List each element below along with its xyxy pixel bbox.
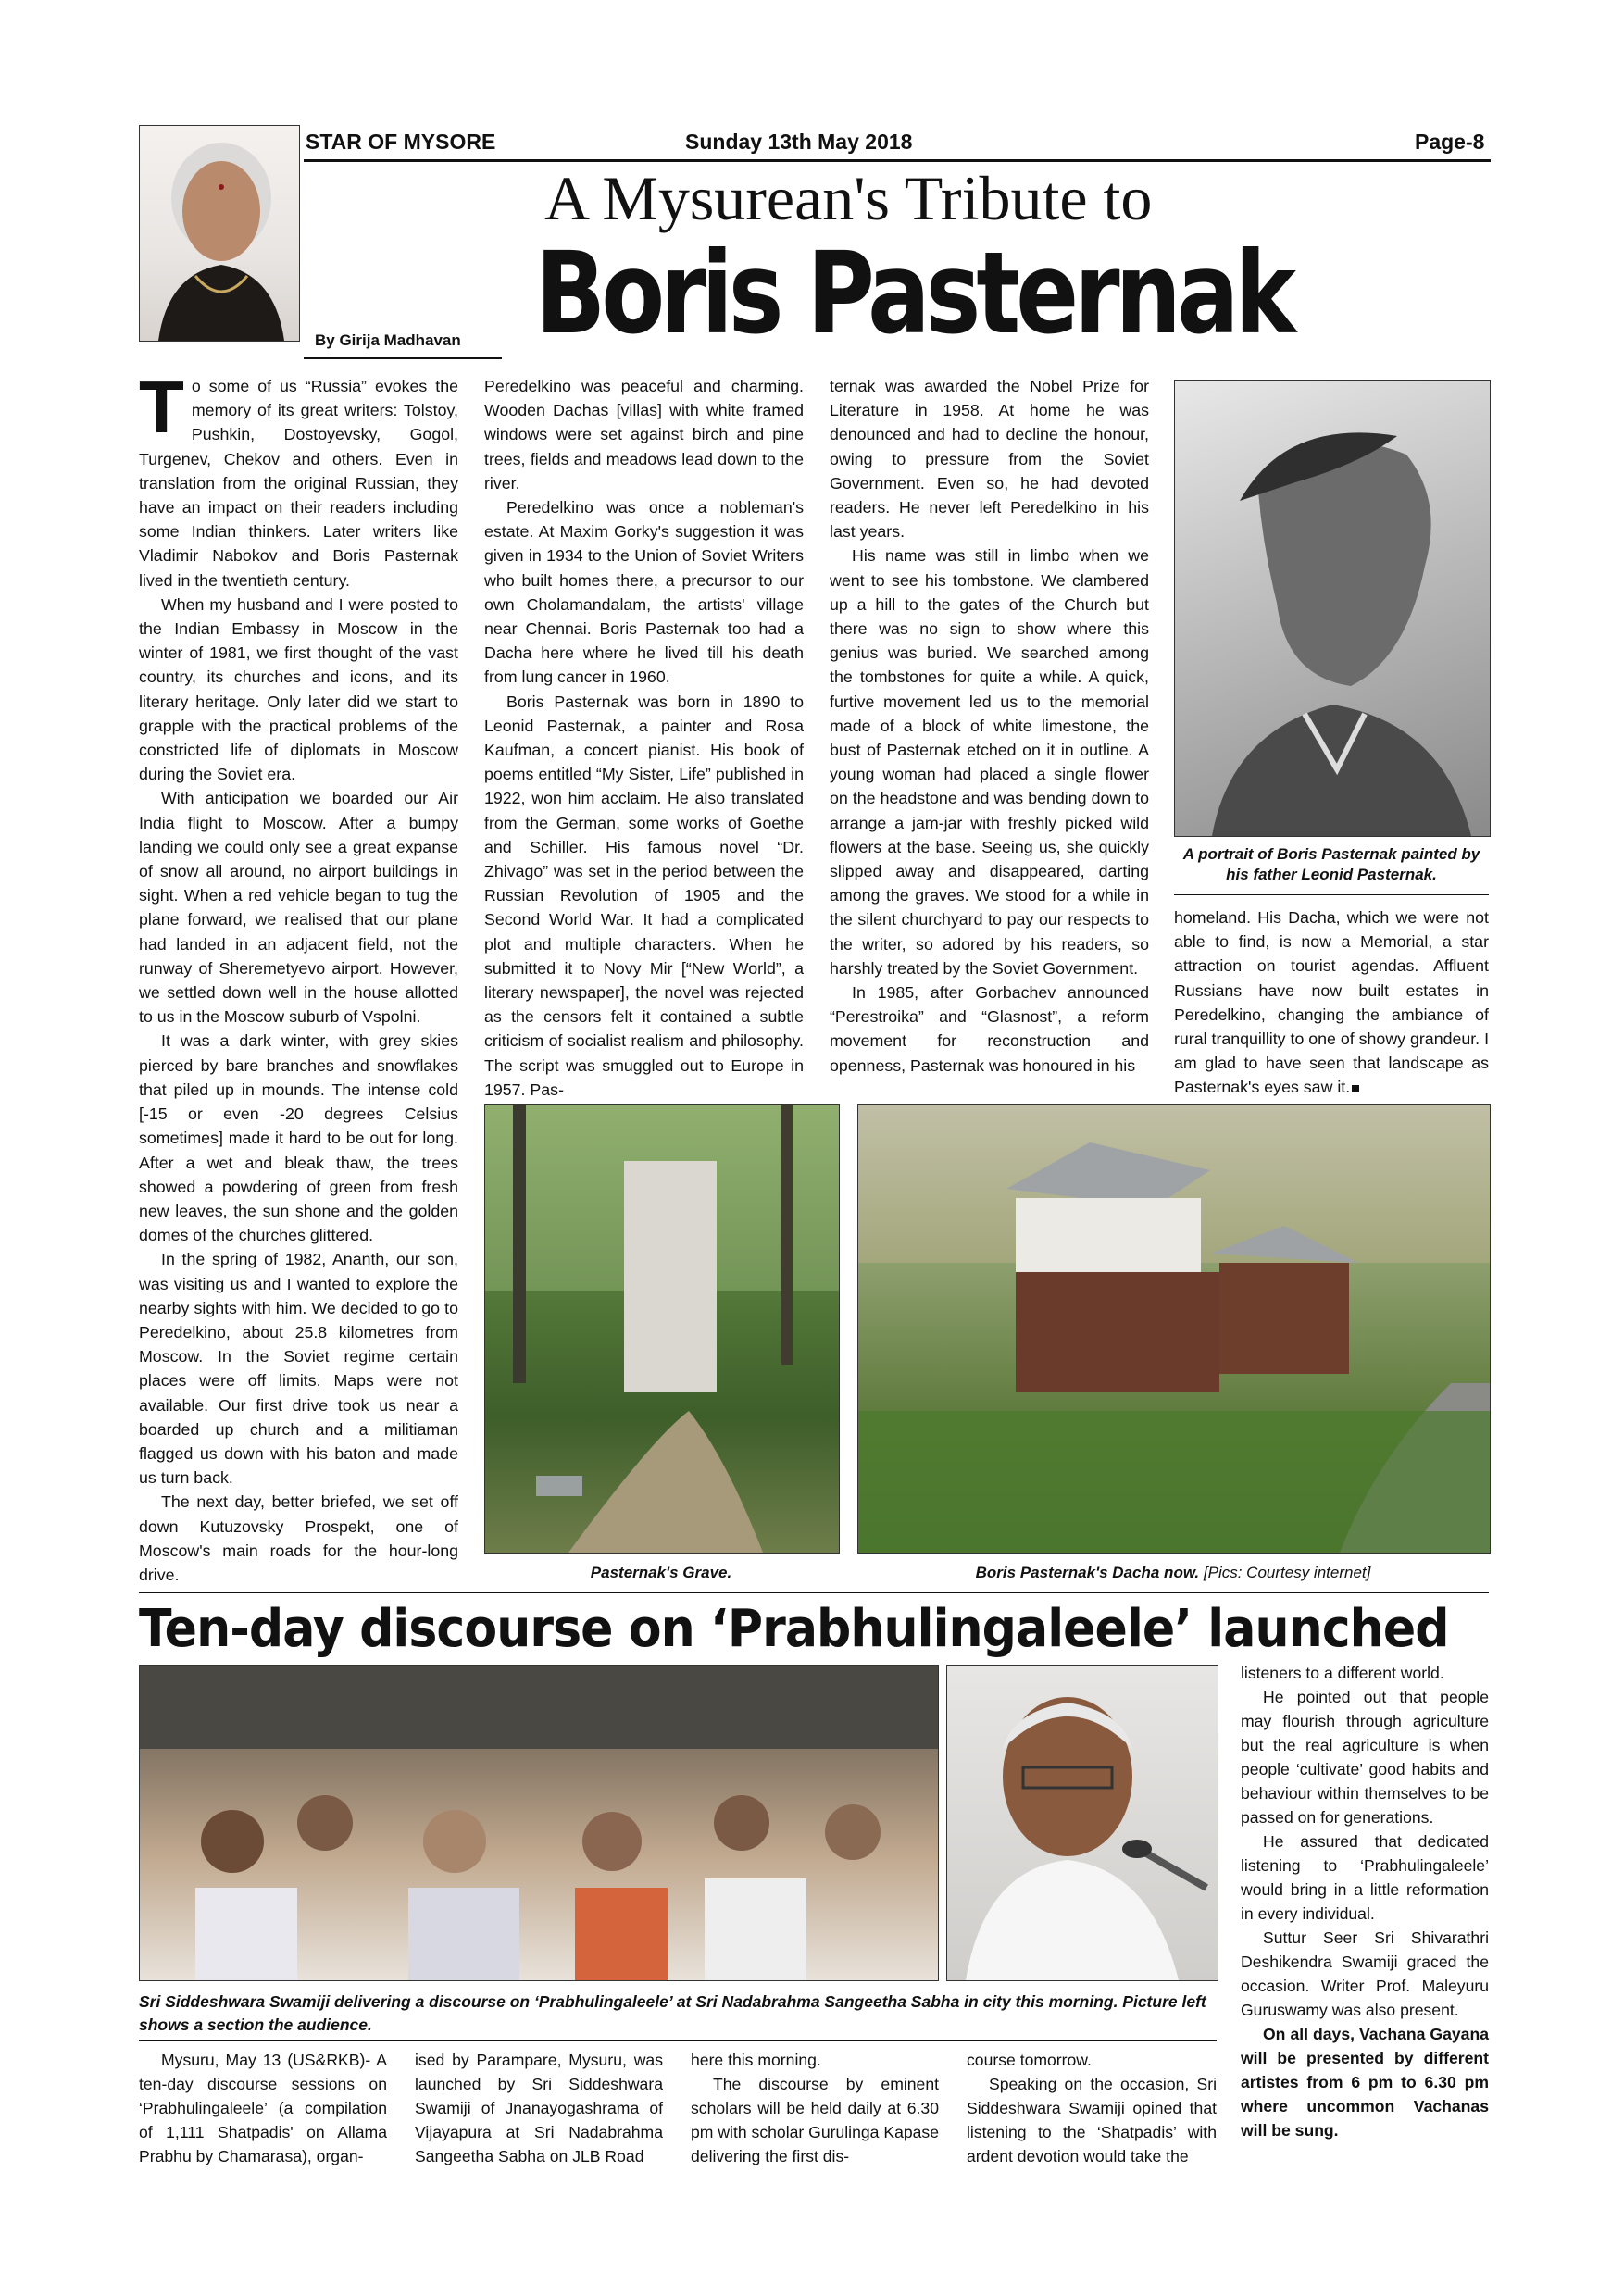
article2-paragraph: He pointed out that people may flourish through agriculture but the real agriculture is when people ‘cultivate’ good habits and behaviour within themselves to be passed on for generations. (1241, 1688, 1489, 1827)
article1-paragraph: With anticipation we boarded our Air India flight to Moscow. After a bumpy landing we could only see a great expanse of snow all around, no airport buildings in sight. When a red vehicle began to tug the plane forward, we realised that our plane had landed in an adjacent field, not the runway of Sheremetyevo airport. However, we settled down well in the house allotted to us in the Moscow suburb of Vspolni. (139, 789, 458, 1027)
article2-caption-rule (139, 2040, 1217, 2041)
paper-name: STAR OF MYSORE (306, 130, 496, 154)
article2-paragraph: Mysuru, May 13 (US&RKB)- A ten-day discourse sessions on ‘Prabhulingaleele’ (a compilation of 1,111 Shatpadis' on Allama Prabhu by Chamarasa), organ- (139, 2051, 387, 2165)
article1-paragraph: Peredelkino was peaceful and charming. Wooden Dachas [villas] with white framed windows were set against birch and pine trees, fields and meadows lead down to the river. (484, 377, 804, 493)
article2-column-2 (415, 2048, 663, 2168)
article1-paragraph: homeland. His Dacha, which we were not able to find, is now a Memorial, a star attraction on tourist agendas. Affluent Russians have now built estates in Peredelkino, changing the ambiance of rural tranquillity to one of showy grandeur. I am glad to have seen that landscape as Pasternak's eyes saw it. (1174, 908, 1490, 1097)
audience-photo (139, 1665, 939, 1981)
article2-column-4 (967, 2048, 1217, 2168)
portrait-caption: A portrait of Boris Pasternak painted by his father Leonid Pasternak. (1182, 845, 1480, 883)
article1-column-4 (1174, 905, 1489, 1100)
article1-column-3 (830, 374, 1149, 1078)
article1-column-2 (484, 374, 804, 1102)
article1-paragraph: When my husband and I were posted to the Indian Embassy in Moscow in the winter of 1981, we first thought of the vast country, its churches and icons, and its literary heritage. Only later did we start to grapple with the practical problems of the constricted life of diplomats in Moscow during the Soviet era. (139, 594, 458, 784)
issue-date: Sunday 13th May 2018 (685, 130, 913, 154)
grave-photo (484, 1104, 840, 1554)
dropcap: T (139, 366, 184, 448)
swamiji-photo (946, 1665, 1218, 1981)
article1-paragraph: It was a dark winter, with grey skies pierced by bare branches and snowflakes that piled up in mounds. The intense cold [-15 or even -20 degrees Celsius sometimes] made it hard to be out for long. After a wet and bleak thaw, the trees showed a powdering of green from fresh new leaves, the sun shone and the golden domes of the churches glittered. (139, 1031, 458, 1245)
article1-paragraph: ternak was awarded the Nobel Prize for Literature in 1958. At home he was denounced and had to decline the honour, owing to pressure from the Soviet Government. Even so, he had devoted readers. He never left Peredelkino in his last years. (830, 377, 1149, 542)
dacha-caption-text: Boris Pasternak's Dacha now. (975, 1564, 1200, 1581)
end-mark (1352, 1085, 1359, 1092)
article2-paragraph: On all days, Vachana Gayana will be presented by different artistes from 6 pm to 6.30 pm where uncommon Vachanas will be sung. (1241, 2025, 1489, 2140)
headline-top: A Mysurean's Tribute to (544, 163, 1153, 233)
page-number: Page-8 (1415, 130, 1485, 154)
pasternak-portrait (1174, 380, 1491, 837)
dacha-credit: [Pics: Courtesy internet] (1203, 1564, 1371, 1581)
dacha-caption (857, 1563, 1489, 1583)
byline: By Girija Madhavan (315, 331, 461, 349)
grave-caption: Pasternak's Grave. (590, 1564, 732, 1581)
article2-paragraph: course tomorrow. (967, 2051, 1092, 2069)
article1-paragraph: In the spring of 1982, Ananth, our son, was visiting us and I wanted to explore the nearby sights with him. We decided to go to Peredelkino, about 25.8 kilometres from Moscow. In the Soviet regime certain places were off limits. Maps were not available. Our first drive took us near a boarded up church and a militiaman flagged us down with his baton and made us turn back. (139, 1250, 458, 1488)
article2-photo-caption: Sri Siddeshwara Swamiji delivering a discourse on ‘Prabhulingaleele’ at Sri Nadabrahma Sangeetha Sabha in city this morning. Picture left shows a section the audience. (139, 1992, 1206, 2034)
article2-paragraph: Suttur Seer Sri Shivarathri Deshikendra Swamiji graced the occasion. Writer Prof. Maleyuru Guruswamy was also present. (1241, 1928, 1489, 2019)
article2-column-1 (139, 2048, 387, 2168)
article1-paragraph: Peredelkino was once a nobleman's estate. At Maxim Gorky's suggestion it was given in 1934 to the Union of Soviet Writers who built homes there, a precursor to our own Cholamandalam, the artists' village near Chennai. Boris Pasternak too had a Dacha here where he lived till his death from lung cancer in 1960. (484, 498, 804, 687)
article2-paragraph: ised by Parampare, Mysuru, was launched by Sri Siddeshwara Swamiji of Jnanayogashrama of Vijayapura at Sri Nadabrahma Sangeetha Sabha on JLB Road (415, 2051, 663, 2165)
byline-rule (304, 357, 502, 359)
article2-paragraph: here this morning. (691, 2051, 821, 2069)
article2-column-3 (691, 2048, 939, 2168)
portrait-caption-rule (1174, 894, 1489, 895)
article2-headline: Ten-day discourse on ‘Prabhulingaleele’ launched (139, 1599, 1449, 1659)
article2-paragraph: The discourse by eminent scholars will be held daily at 6.30 pm with scholar Gurulinga Kapase delivering the first dis- (691, 2075, 939, 2165)
article1-column-1 (139, 366, 458, 1587)
article1-paragraph: The next day, better briefed, we set off down Kutuzovsky Prospekt, one of Moscow's main roads for the hour-long drive. (139, 1492, 458, 1584)
article2-paragraph: listeners to a different world. (1241, 1664, 1444, 1682)
author-photo (139, 125, 300, 342)
article2-paragraph: Speaking on the occasion, Sri Siddeshwara Swamiji opined that listening to the ‘Shatpadis’ with ardent devotion would take the (967, 2075, 1217, 2165)
dacha-photo (857, 1104, 1491, 1554)
article1-paragraph: His name was still in limbo when we went to see his tombstone. We clambered up a hill to the gates of the Church but there was no sign to show where this genius was buried. We searched among the tombstones for quite a while. A quick, furtive movement led us to the memorial made of a block of white limestone, the bust of Pasternak etched on it in outline. A young woman had placed a single flower on the headstone and was bending down to arrange a jam-jar with freshly picked wild flowers at the base. Seeing us, she quickly slipped away and disappeared, darting among the graves. We stood for a while in the silent churchyard to pay our respects to the writer, so adored by his readers, so harshly treated by the Soviet Government. (830, 546, 1149, 978)
headline-main: Boris Pasternak (535, 228, 1293, 359)
article1-paragraph: In 1985, after Gorbachev announced “Perestroika” and “Glasnost”, a reform movement for reconstruction and openness, Pasternak was honoured in his (830, 983, 1149, 1075)
article1-paragraph: Boris Pasternak was born in 1890 to Leonid Pasternak, a painter and Rosa Kaufman, a concert pianist. His book of poems entitled “My Sister, Life” published in 1922, won him acclaim. He also translated from the German, some works of Goethe and Schiller. His famous novel “Dr. Zhivago” was set in the period between the Russian Revolution of 1905 and the Second World War. It had a complicated plot and multiple characters. When he submitted it to Novy Mir [“New World”, a literary newspaper], the novel was rejected as the censors felt it contained a subtle criticism of socialist realism and philosophy. The script was smuggled out to Europe in 1957. Pas- (484, 692, 804, 1099)
article-divider (139, 1592, 1489, 1593)
article2-right-column (1241, 1661, 1489, 2142)
article1-paragraph: o some of us “Russia” evokes the memory of its great writers: Tolstoy, Pushkin, Dostoyevsky, Gogol, Turgenev, Chekov and others. Even in translation from the original Russian, they have an impact on their readers including some Indian thinkers. Later writers like Vladimir Nabokov and Boris Pasternak lived in the twentieth century. (139, 377, 458, 590)
article2-paragraph: He assured that dedicated listening to ‘Prabhulingaleele’ would bring in a little reformation in every individual. (1241, 1832, 1489, 1923)
